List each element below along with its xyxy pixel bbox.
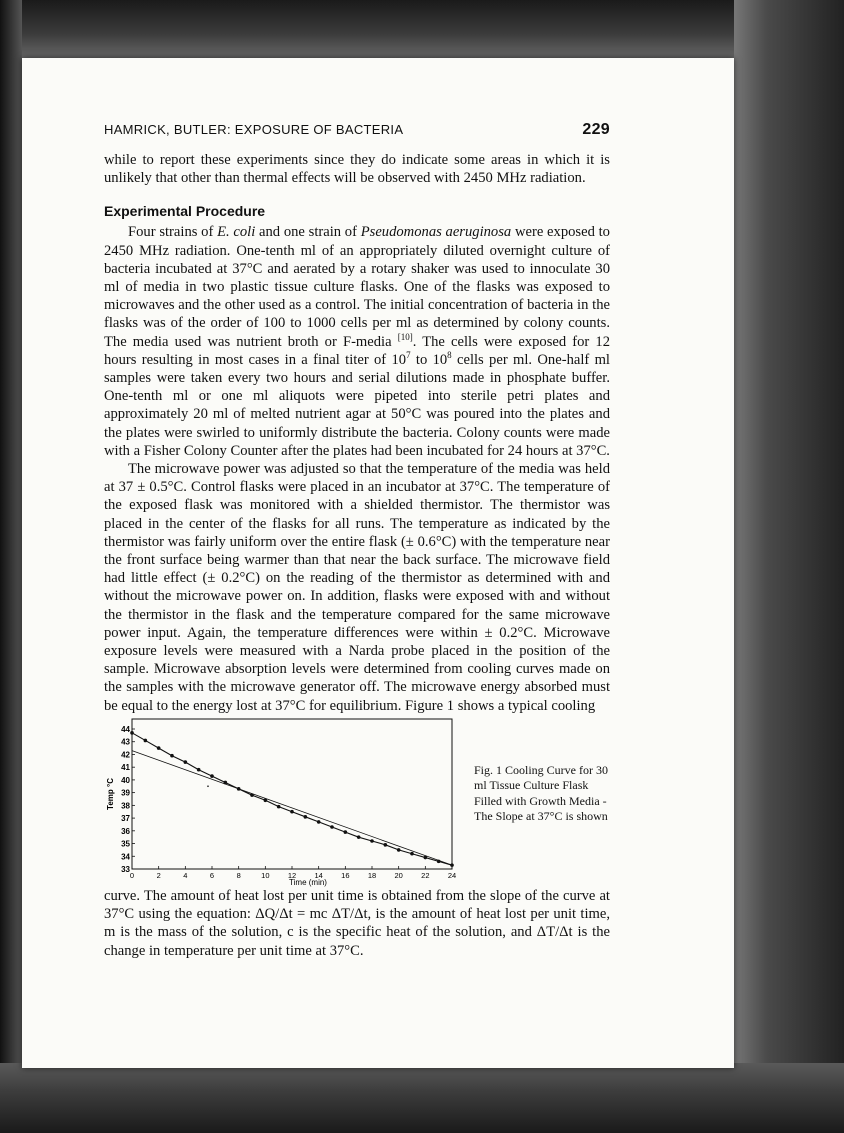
p1-text-f: . The cells were exposed for 12 hours resulting in most cases in a final titer of 10 <box>104 333 610 368</box>
y-tick-label: 40 <box>121 775 130 785</box>
y-tick-label: 41 <box>121 763 130 773</box>
data-point <box>330 825 334 829</box>
plot-frame <box>132 719 452 869</box>
exponent-7: 7 <box>406 349 411 360</box>
x-tick-label: 20 <box>394 870 403 880</box>
y-tick-label: 38 <box>121 801 130 811</box>
data-point <box>144 739 148 743</box>
x-tick-label: 4 <box>183 870 188 880</box>
y-tick-label: 39 <box>121 788 130 798</box>
intro-paragraph: while to report these experiments since they do indicate some areas in which it is unlikely that other than thermal effects will be observed with 2450 MHz radiation. <box>104 152 610 187</box>
scan-border-left <box>0 0 22 1133</box>
x-tick-label: 2 <box>156 870 161 880</box>
data-point <box>317 820 321 824</box>
data-point <box>170 754 174 758</box>
x-axis-label: Time (min) <box>289 877 327 887</box>
data-point <box>397 848 401 852</box>
data-point <box>130 731 134 735</box>
x-tick-label: 12 <box>287 870 297 880</box>
x-tick-label: 6 <box>209 870 215 880</box>
y-tick-label: 43 <box>121 737 130 747</box>
scan-border-top <box>0 0 844 60</box>
p1-text-e: were exposed to 2450 MHz radiation. One-tenth ml of an appropriately diluted overnight culture of bacteria incubated at 37°C and aerated by a rotary shaker was used to innoculate 30 ml of media in two plastic tissue culture flasks. One of the flasks was exposed to microwaves and the other used as a control. The initial concentration of bacteria in the flasks was of the order of 100 to 1000 cells per ml as determined by colony counts. The media used was nutrient broth or F-media <box>104 224 610 350</box>
y-tick-label: 35 <box>121 839 130 849</box>
y-tick-label: 37 <box>121 813 130 823</box>
x-tick-label: 16 <box>341 870 350 880</box>
organism-pseudomonas: Pseudomonas aeruginosa <box>360 224 512 241</box>
data-point <box>410 852 414 856</box>
reference-marker: [10] <box>397 331 413 342</box>
data-point <box>344 830 348 834</box>
x-tick-label: 18 <box>367 870 377 880</box>
procedure-paragraph-1 <box>104 223 610 460</box>
p1-text-a: Four strains of <box>128 224 218 241</box>
data-point <box>277 805 281 809</box>
figure-1 <box>104 719 610 887</box>
p1-text-h: cells per ml. One-half ml samples were taken every two hours and serial dilutions made in phosphate buffer. One-tenth ml or one ml aliquots were pipeted into sterile petri plates and approximately 20 ml of melted nutrient agar at 50°C was poured into the plates and the plates were swirled to uniformly distribute the bacteria. Colony counts were made with a Fisher Colony Counter after the plates had been incubated for 24 hours at 37°C. <box>104 351 610 459</box>
organism-ecoli: E. coli <box>217 224 256 241</box>
stray-point <box>207 785 209 787</box>
data-point <box>184 760 188 764</box>
section-heading: Experimental Procedure <box>104 203 266 220</box>
data-point <box>370 839 374 843</box>
paper-page <box>22 58 734 1068</box>
equation-paragraph: curve. The amount of heat lost per unit time is obtained from the slope of the curve at 37°C using the equation: ΔQ/Δt = mc ΔT/Δt, is the amount of heat lost per unit time, m is the mass of the solution, c is the specific heat of the solution, and ΔT/Δt is the change in temperature per unit time at 37°C. <box>104 887 610 959</box>
data-point <box>384 843 388 847</box>
data-point <box>304 815 308 819</box>
running-head: HAMRICK, BUTLER: EXPOSURE OF BACTERIA <box>104 122 404 137</box>
y-tick-label: 42 <box>121 750 130 760</box>
y-tick-label: 44 <box>121 724 130 734</box>
cooling-curve-line <box>132 733 452 865</box>
scan-border-bottom <box>0 1063 844 1133</box>
x-tick-label: 14 <box>314 870 323 880</box>
slope-line <box>132 751 452 866</box>
x-tick-label: 10 <box>261 870 270 880</box>
running-header <box>104 121 610 139</box>
p1-text-g: to 10 <box>410 351 448 368</box>
page-content <box>104 121 610 960</box>
cooling-curve-chart <box>104 719 457 887</box>
data-point <box>197 768 201 772</box>
x-tick-label: 0 <box>129 870 135 880</box>
page-number: 229 <box>582 121 610 138</box>
figure-caption: Fig. 1 Cooling Curve for 30 ml Tissue Culture Flask Filled with Growth Media - The Slope at 37°C is shown <box>474 762 608 824</box>
procedure-paragraph-2: The microwave power was adjusted so that the temperature of the media was held at 37 ± 0.5°C. Control flasks were placed in an incubator at 37°C. The temperature of the exposed flask was monitored with a shielded thermistor. The thermistor was placed in the center of the flasks for all runs. The temperature as indicated by the thermistor was fairly uniform over the entire flask (± 0.6°C) with the temperature near the front surface being warmer than that near the back surface. The microwave field had little effect (± 0.2°C) on the reading of the thermistor as determined with and without the microwave power on. In addition, flasks were exposed with and without the thermistor in the flask and the temperature compared for the same microwave power input. Again, the temperature differences were within ± 0.2°C. Microwave exposure levels were measured with a Narda probe placed in the position of the sample. Microwave absorption levels were determined from cooling curves made on the samples with the microwave generator off. The microwave energy absorbed must be equal to the energy lost at 37°C for equilibrium. Figure 1 shows a typical cooling <box>104 461 610 714</box>
x-tick-label: 24 <box>447 870 457 880</box>
data-point <box>157 746 161 750</box>
x-tick-label: 8 <box>236 870 241 880</box>
data-point <box>210 774 214 778</box>
exponent-8: 8 <box>447 349 452 360</box>
y-tick-label: 34 <box>121 852 130 862</box>
data-point <box>290 810 294 814</box>
y-axis-label: Temp °C <box>106 777 115 810</box>
p1-text-c: and one strain of <box>255 224 361 241</box>
y-tick-label: 33 <box>121 864 130 874</box>
data-point <box>357 835 361 839</box>
scan-border-right <box>734 0 844 1133</box>
x-tick-label: 22 <box>421 870 430 880</box>
y-tick-label: 36 <box>121 826 130 836</box>
